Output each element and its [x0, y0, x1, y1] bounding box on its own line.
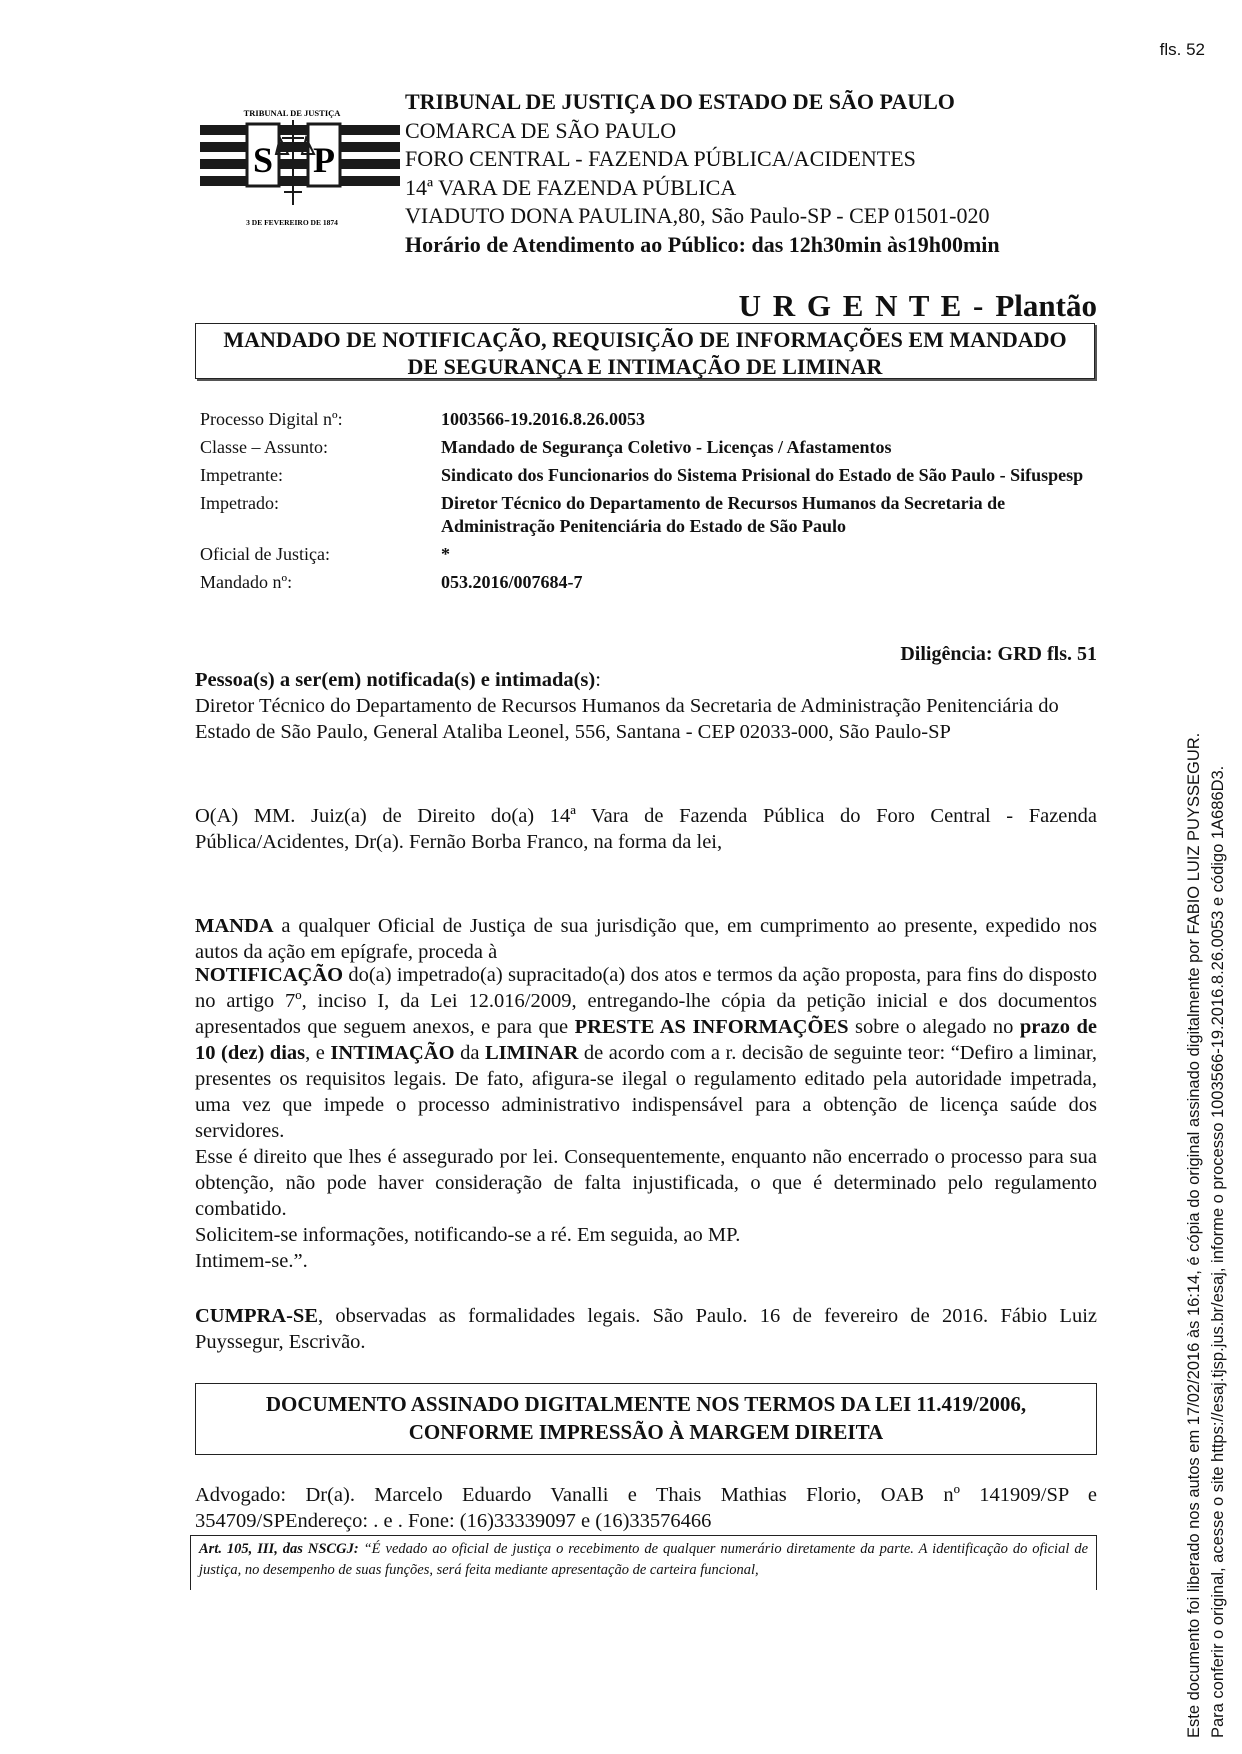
notificacao-paragraph	[195, 962, 1097, 1274]
decision-paragraph-3: Solicitem-se informações, notificando-se a ré. Em seguida, ao MP.	[195, 1224, 741, 1246]
title-line-2: DE SEGURANÇA E INTIMAÇÃO DE LIMINAR	[407, 354, 883, 379]
notificacao-main	[195, 962, 1097, 1144]
logo-letter-p: P	[313, 140, 335, 180]
mandado-label: Mandado nº:	[200, 572, 293, 592]
processo-label: Processo Digital nº:	[200, 409, 343, 429]
comarca: COMARCA DE SÃO PAULO	[405, 117, 677, 143]
pessoa-text: Diretor Técnico do Departamento de Recursos Humanos da Secretaria de Administração Penitenciária do Estado de São Paulo, General Ataliba Leonel, 556, Santana - CEP 02033-000, São Paulo-SP	[195, 695, 1059, 743]
court-name: TRIBUNAL DE JUSTIÇA DO ESTADO DE SÃO PAULO	[405, 89, 955, 114]
advogado-paragraph: Advogado: Dr(a). Marcelo Eduardo Vanalli e Thais Mathias Florio, OAB nº 141909/SP e 354709/SPEndereço: . e . Fone: (16)33339097 e (16)33576466	[195, 1484, 1097, 1532]
manda-paragraph	[195, 913, 1097, 965]
classe-label: Classe – Assunto:	[200, 437, 329, 457]
court-address: VIADUTO DONA PAULINA,80, São Paulo-SP - CEP 01501-020	[405, 203, 990, 229]
urgent-text: U R G E N T E -	[738, 288, 986, 323]
impetrado-value: Diretor Técnico do Departamento de Recursos Humanos da Secretaria de Administração Penitenciária do Estado de São Paulo	[441, 493, 1006, 536]
manda-text: a qualquer Oficial de Justiça de sua jurisdição que, em cumprimento ao presente, expedido nos autos da ação em epígrafe, proceda à	[195, 915, 1097, 963]
liminar-bold: LIMINAR	[484, 1042, 579, 1064]
urgent-label	[739, 288, 1097, 324]
impetrante-value: Sindicato dos Funcionarios do Sistema Prisional do Estado de São Paulo - Sifuspesp	[441, 465, 1084, 485]
signature-line-1: DOCUMENTO ASSINADO DIGITALMENTE NOS TERMOS DA LEI 11.419/2006,	[265, 1392, 1027, 1416]
manda-bold: MANDA	[195, 915, 274, 937]
oficial-label: Oficial de Justiça:	[200, 544, 330, 564]
notificacao-bold: NOTIFICAÇÃO	[195, 964, 344, 986]
margin-note-line-1: Este documento foi liberado nos autos em 17/02/2016 às 16:14, é cópia do original assinado digitalmente por FABIO LUIZ PUYSSEGUR.	[1185, 732, 1203, 1738]
pessoa-section	[195, 667, 1097, 745]
info-row-impetrado	[200, 492, 1100, 538]
impetrado-label: Impetrado:	[200, 493, 279, 513]
pessoa-colon: :	[595, 669, 601, 691]
oficial-value: *	[441, 544, 450, 564]
process-info-table	[200, 408, 1100, 599]
document-title-box	[195, 323, 1095, 379]
logo-letter-s: S	[252, 140, 274, 180]
cumpra-text: , observadas as formalidades legais. São Paulo. 16 de fevereiro de 2016. Fábio Luiz Puyssegur, Escrivão.	[195, 1305, 1097, 1353]
foro: FORO CENTRAL - FAZENDA PÚBLICA/ACIDENTES	[405, 146, 916, 172]
mandado-value: 053.2016/007684-7	[441, 572, 583, 592]
diligencia: Diligência: GRD fls. 51	[900, 643, 1097, 665]
article-ref: Art. 105, III, das NSCGJ:	[199, 1541, 359, 1557]
digital-signature-margin-note	[1182, 733, 1230, 1738]
cumpra-paragraph	[195, 1303, 1097, 1355]
decision-paragraph-4: Intimem-se.”.	[195, 1250, 308, 1272]
processo-value: 1003566-19.2016.8.26.0053	[441, 409, 645, 429]
notificacao-text-2: sobre o alegado no	[848, 1016, 1020, 1038]
office-hours: Horário de Atendimento ao Público: das 12h30min às19h00min	[405, 231, 1000, 257]
margin-note-line-2: Para conferir o original, acesse o site https://esaj.tjsp.jus.br/esaj, informe o processo 1003566-19.2016.8.26.0053 e código 1A686D3.	[1209, 765, 1227, 1738]
notificacao-text-4: da	[454, 1042, 485, 1064]
logo-text-bottom: 3 DE FEVEREIRO DE 1874	[246, 218, 338, 227]
court-header	[405, 88, 1000, 260]
info-row-impetrante	[200, 464, 1100, 487]
signature-line-2: CONFORME IMPRESSÃO À MARGEM DIREITA	[408, 1420, 884, 1444]
impetrante-label: Impetrante:	[200, 465, 283, 485]
title-line-1: MANDADO DE NOTIFICAÇÃO, REQUISIÇÃO DE INFORMAÇÕES EM MANDADO	[223, 327, 1067, 352]
cumpra-bold: CUMPRA-SE	[195, 1305, 318, 1327]
intimacao-bold: INTIMAÇÃO	[330, 1042, 455, 1064]
info-row-mandado	[200, 571, 1100, 594]
prazo-bold: prazo de 10 (dez) dias	[195, 1016, 1097, 1064]
digital-signature-box	[195, 1383, 1097, 1455]
article-note-box	[190, 1535, 1097, 1590]
notificacao-text-5: de acordo com a r. decisão de seguinte teor: “Defiro a liminar, presentes os requisitos legais. De fato, afigura-se ilegal o regulamento editado pela autoridade impetrada, uma vez que impede o processo administrativo indispensável para a obtenção de licença saúde dos servidores.	[195, 1042, 1097, 1142]
judge-paragraph: O(A) MM. Juiz(a) de Direito do(a) 14ª Vara de Fazenda Pública do Foro Central - Fazenda Pública/Acidentes, Dr(a). Fernão Borba Franco, na forma da lei,	[195, 805, 1097, 853]
info-row-oficial	[200, 543, 1100, 566]
decision-paragraph-2: Esse é direito que lhes é assegurado por lei. Consequentemente, enquanto não encerrado o processo para sua obtenção, não pode haver consideração de falta injustificada, o que é determinado pelo regulamento combatido.	[195, 1146, 1097, 1220]
notificacao-text-1: do(a) impetrado(a) supracitado(a) dos atos e termos da ação proposta, para fins do disposto no artigo 7º, inciso I, da Lei 12.016/2009, entregando-lhe cópia da petição inicial e dos documentos apresentados que seguem anexos, e para que	[195, 964, 1097, 1038]
pessoa-heading: Pessoa(s) a ser(em) notificada(s) e intimada(s)	[195, 669, 596, 691]
vara: 14ª VARA DE FAZENDA PÚBLICA	[405, 174, 737, 200]
logo-text-top: TRIBUNAL DE JUSTIÇA	[243, 108, 341, 118]
classe-value: Mandado de Segurança Coletivo - Licenças / Afastamentos	[441, 437, 892, 457]
court-seal-logo	[200, 80, 400, 230]
preste-informacoes-bold: PRESTE AS INFORMAÇÕES	[574, 1016, 849, 1038]
notificacao-text-3: , e	[305, 1042, 331, 1064]
plantao-text: Plantão	[995, 288, 1097, 323]
info-row-processo	[200, 408, 1100, 431]
article-text: “É vedado ao oficial de justiça o recebimento de qualquer numerário diretamente da parte. A identificação do oficial de justiça, no desempenho de suas funções, será feita mediante apresentação de carteira funcional,	[199, 1541, 1089, 1578]
info-row-classe	[200, 436, 1100, 459]
page-number: fls. 52	[1159, 40, 1205, 59]
